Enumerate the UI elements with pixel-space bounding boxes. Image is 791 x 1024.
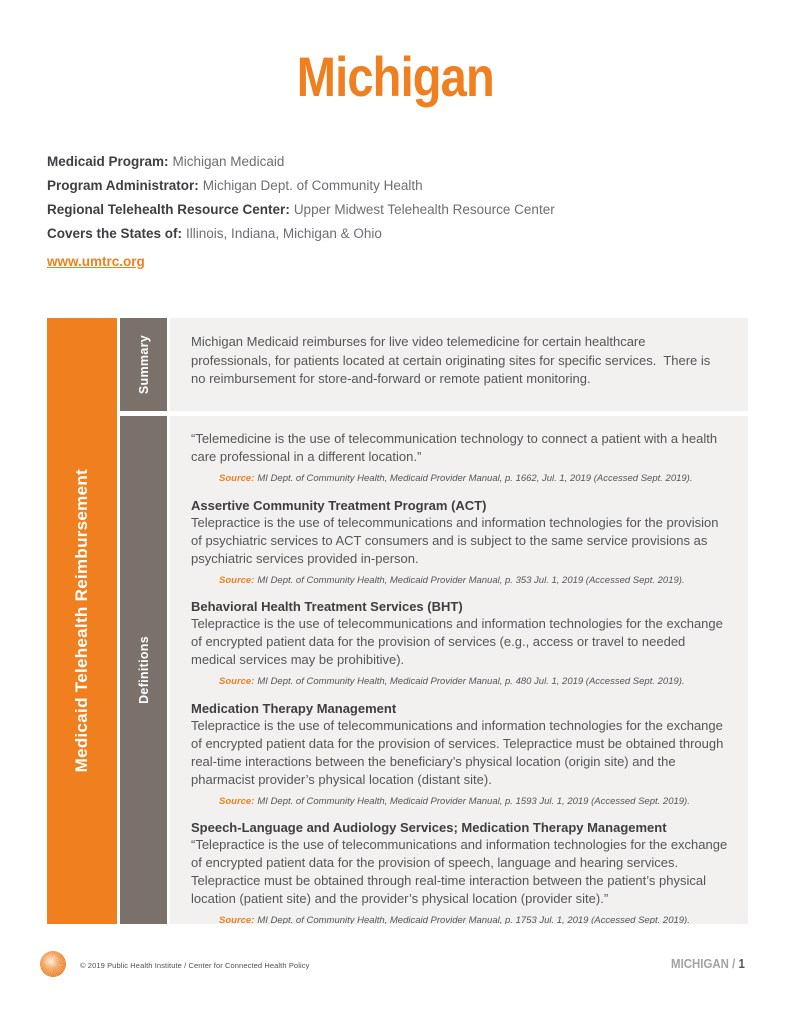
- definition-body: Telepractice is the use of telecommunications and information technologies for the provision of psychiatric services to ACT consumers and is subject to the same service provisions as psychiatric services provided in-person.: [191, 514, 719, 566]
- source-citation: [219, 575, 732, 587]
- page-footer: [0, 945, 791, 990]
- copyright-text: © 2019 Public Health Institute / Center for Connected Health Policy: [80, 961, 310, 970]
- field-label: Covers the States of:: [47, 226, 183, 241]
- field-value: Michigan Dept. of Community Health: [202, 178, 423, 193]
- summary-text: Michigan Medicaid reimburses for live video telemedicine for certain healthcare professionals, for patients located at certain originating sites for specific services. There is no reimbursement for store-and-forward or remote patient monitoring.: [191, 334, 714, 386]
- definition-heading: Speech-Language and Audiology Services; Medication Therapy Management: [191, 820, 667, 835]
- definition-section-bht: [191, 599, 732, 688]
- program-info: [47, 155, 667, 271]
- definition-heading: Assertive Community Treatment Program (ACT): [191, 497, 487, 513]
- source-text: MI Dept. of Community Health, Medicaid Provider Manual, p. 1662, Jul. 1, 2019 (Accessed Sept. 2019).: [257, 473, 693, 484]
- field-label: Program Administrator:: [47, 178, 199, 193]
- field-value: Illinois, Indiana, Michigan & Ohio: [186, 226, 382, 241]
- section-sidebar-medicaid-telehealth-reimbursement: [47, 318, 117, 924]
- definition-heading: Behavioral Health Treatment Services (BHT): [191, 599, 463, 614]
- source-label: Source:: [219, 473, 255, 484]
- page-number-label: [671, 956, 745, 971]
- definition-heading: Medication Therapy Management: [191, 700, 397, 716]
- definitions-content: [170, 416, 748, 924]
- info-row-medicaid-program: [47, 155, 667, 169]
- source-text: MI Dept. of Community Health, Medicaid Provider Manual, p. 480 Jul. 1, 2019 (Accessed Sept. 2019).: [257, 676, 685, 687]
- info-row-covers-states: [47, 227, 667, 241]
- page-title: [0, 44, 791, 109]
- info-row-program-administrator: [47, 179, 667, 193]
- field-value: Upper Midwest Telehealth Resource Center: [293, 202, 555, 217]
- source-citation: [219, 676, 732, 688]
- info-row-regional-trc: [47, 203, 667, 217]
- source-citation: [219, 915, 732, 924]
- tab-summary-label: Summary: [136, 334, 151, 395]
- sidebar-label: Medicaid Telehealth Reimbursement: [72, 469, 91, 773]
- summary-content: [170, 318, 748, 411]
- tab-definitions-label: Definitions: [136, 636, 151, 704]
- source-label: Source:: [219, 574, 255, 586]
- source-label: Source:: [219, 676, 255, 687]
- source-text: MI Dept. of Community Health, Medicaid Provider Manual, p. 1753 Jul. 1, 2019 (Accessed Sept. 2019).: [257, 915, 690, 924]
- definition-body: “Telemedicine is the use of telecommunication technology to connect a patient with a health care professional in a different location.”: [191, 431, 718, 464]
- definition-section-act: [191, 498, 732, 587]
- definition-section-speech-language: [191, 820, 732, 924]
- definition-section-telemedicine: [191, 430, 732, 485]
- source-label: Source:: [219, 915, 255, 924]
- definition-body: Telepractice is the use of telecommunications and information technologies for the exchange of encrypted patient data for the provision of services. Telepractice must be obtained through real-time interactions between the beneficiary’s physical location (origin site) and the pharmacist provider’s physical location (distant site).: [191, 717, 724, 787]
- source-citation: [219, 473, 732, 485]
- field-label: Regional Telehealth Resource Center:: [47, 202, 290, 217]
- definition-body: “Telepractice is the use of telecommunications and information technologies for the exchange of encrypted patient data for the provision of speech, language and hearing services. Telepractice must be obtained through real-time interaction between the patient’s physical location (patient site) and the provider’s physical location (provider site).”: [191, 837, 728, 906]
- field-value: Michigan Medicaid: [172, 154, 285, 169]
- content-column: [170, 318, 748, 924]
- tab-definitions: [120, 416, 167, 924]
- source-text: MI Dept. of Community Health, Medicaid Provider Manual, p. 353 Jul. 1, 2019 (Accessed Sept. 2019).: [257, 574, 685, 586]
- tab-column: [120, 318, 167, 924]
- footer-state-label: MICHIGAN /: [671, 956, 736, 971]
- cchp-sun-logo-icon: [40, 951, 66, 977]
- reimbursement-panel: [47, 318, 748, 924]
- footer-page-number: 1: [738, 956, 745, 971]
- source-text: MI Dept. of Community Health, Medicaid Provider Manual, p. 1593 Jul. 1, 2019 (Accessed Sept. 2019).: [257, 795, 690, 807]
- definition-section-medication-therapy: [191, 701, 732, 808]
- source-citation: [219, 796, 732, 808]
- state-title: Michigan: [296, 45, 495, 108]
- source-label: Source:: [219, 795, 255, 807]
- umtrc-website-link[interactable]: www.umtrc.org: [47, 254, 145, 269]
- tab-summary: [120, 318, 167, 411]
- definition-body: Telepractice is the use of telecommunications and information technologies for the exchange of encrypted patient data for the provision of services (e.g., access or travel to needed medical services may be prohibitive).: [191, 616, 723, 667]
- field-label: Medicaid Program:: [47, 154, 169, 169]
